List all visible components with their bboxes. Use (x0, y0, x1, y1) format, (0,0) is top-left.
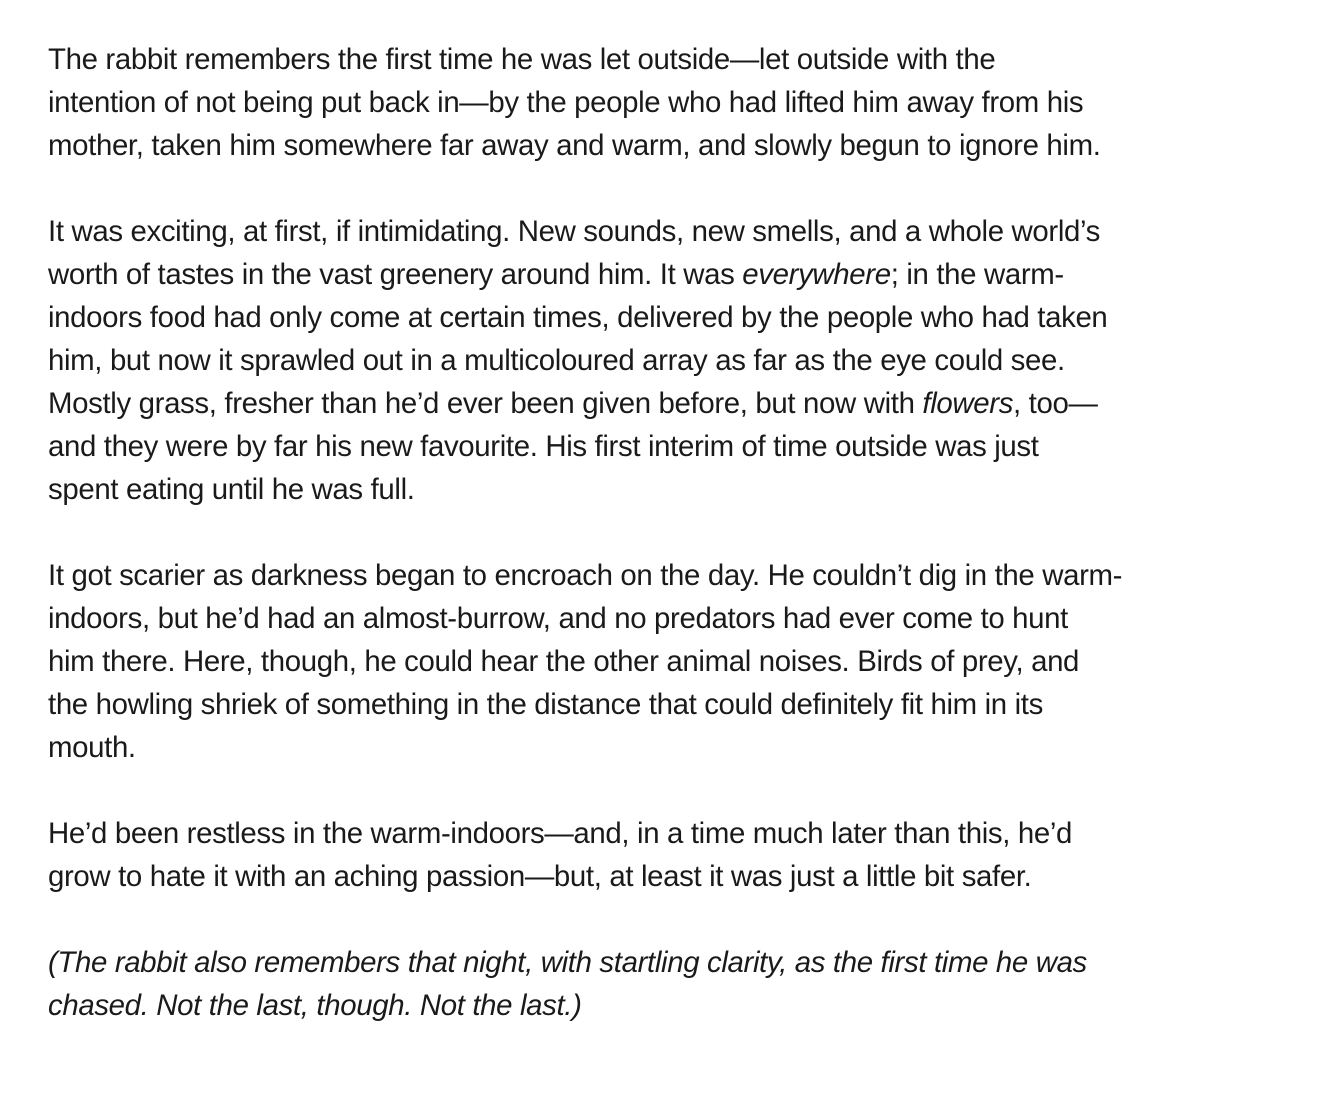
text-line: indoors food had only come at certain times, delivered by the people who had taken (48, 301, 1108, 334)
text-line: spent eating until he was full. (48, 473, 415, 506)
text-line: (The rabbit also remembers that night, with startling clarity, as the first time he was (48, 946, 1087, 979)
text-line: him, but now it sprawled out in a multicoloured array as far as the eye could see. (48, 344, 1065, 377)
text-line: It got scarier as darkness began to encroach on the day. He couldn’t dig in the warm- (48, 559, 1123, 592)
text-line: worth of tastes in the vast greenery around him. It was everywhere; in the warm- (48, 258, 1064, 291)
emphasis-flowers: flowers (922, 387, 1014, 420)
emphasis-everywhere: everywhere (742, 258, 891, 291)
paragraph-5-italic (48, 941, 1298, 1027)
text-line: grow to hate it with an aching passion—but, at least it was just a little bit safer. (48, 860, 1032, 893)
paragraph-3 (48, 554, 1298, 769)
text-line: intention of not being put back in—by the people who had lifted him away from his (48, 86, 1084, 119)
text-line: indoors, but he’d had an almost-burrow, and no predators had ever come to hunt (48, 602, 1068, 635)
text-line: him there. Here, though, he could hear the other animal noises. Birds of prey, and (48, 645, 1080, 678)
text-line: the howling shriek of something in the distance that could definitely fit him in its (48, 688, 1043, 721)
document-body (48, 38, 1298, 1070)
text-line: mouth. (48, 731, 136, 764)
paragraph-2 (48, 210, 1298, 511)
paragraph-1 (48, 38, 1298, 167)
text-line: and they were by far his new favourite. His first interim of time outside was just (48, 430, 1039, 463)
text-line: mother, taken him somewhere far away and warm, and slowly begun to ignore him. (48, 129, 1101, 162)
text-line: The rabbit remembers the first time he was let outside—let outside with the (48, 43, 996, 76)
text-line: chased. Not the last, though. Not the last.) (48, 989, 582, 1022)
paragraph-4 (48, 812, 1298, 898)
text-line: He’d been restless in the warm-indoors—and, in a time much later than this, he’d (48, 817, 1073, 850)
text-line: Mostly grass, fresher than he’d ever been given before, but now with flowers, too— (48, 387, 1098, 420)
text-line: It was exciting, at first, if intimidating. New sounds, new smells, and a whole world’s (48, 215, 1101, 248)
